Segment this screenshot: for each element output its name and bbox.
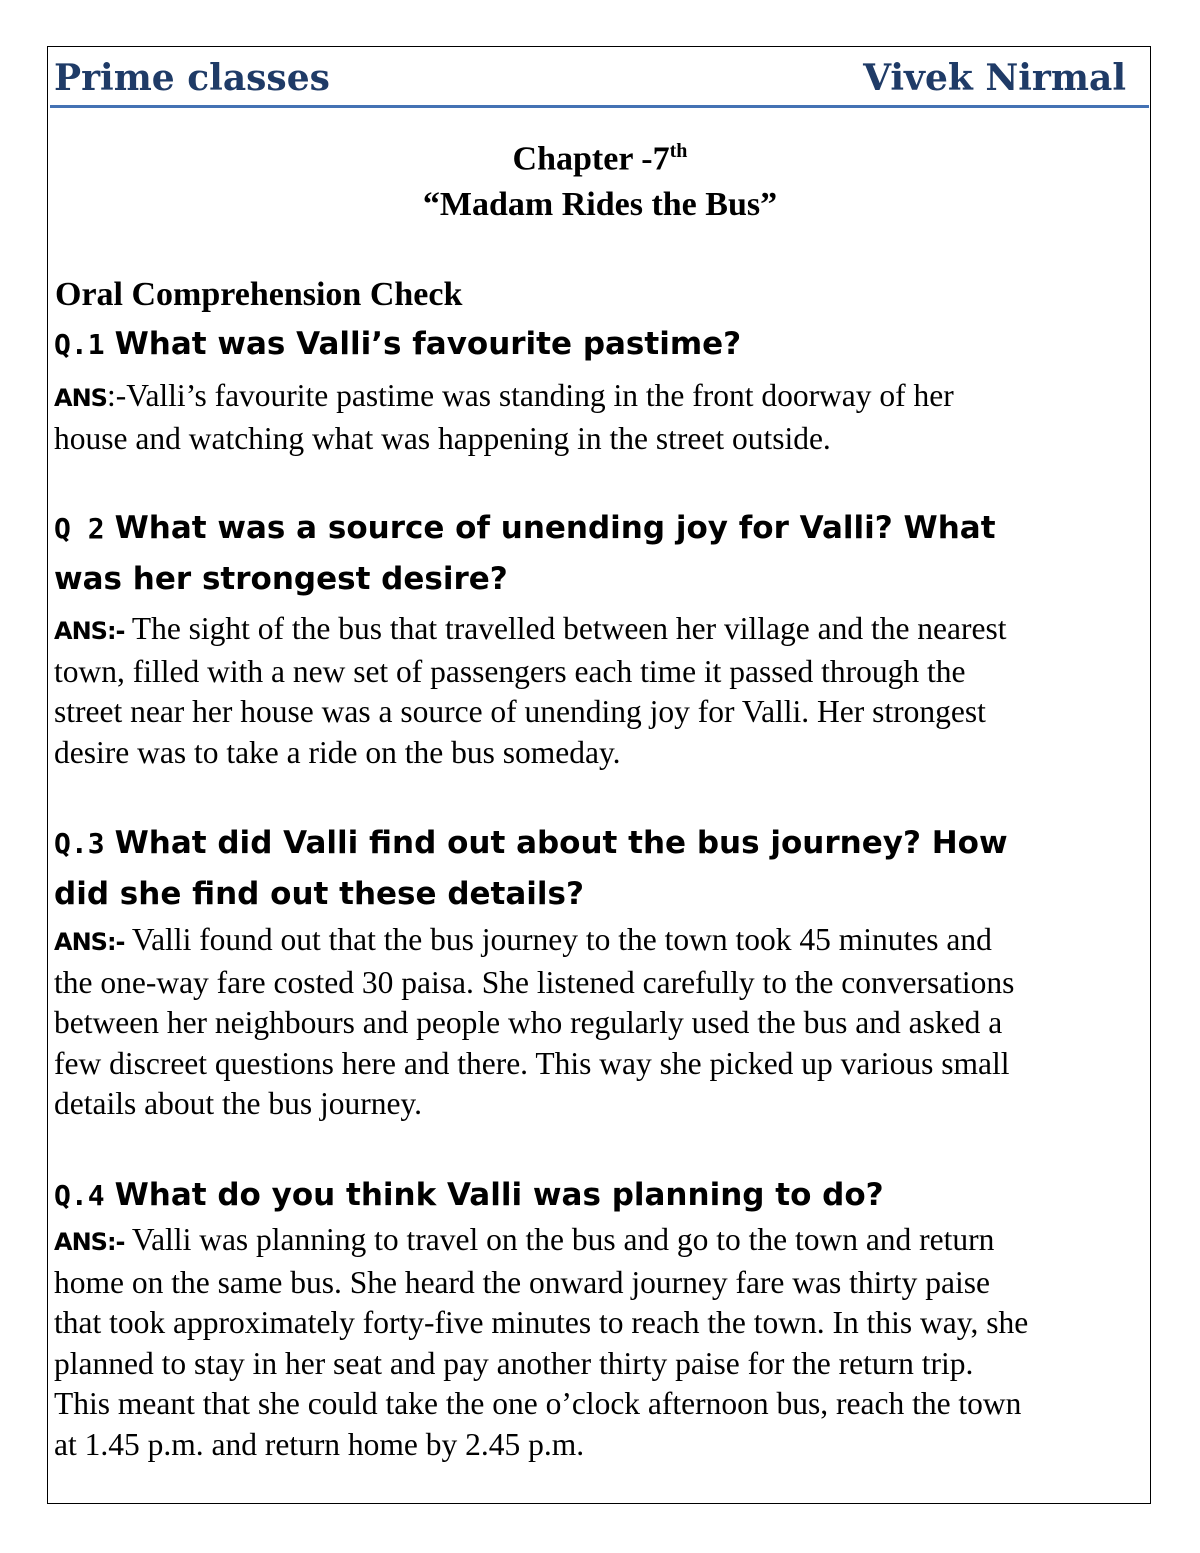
question-number: Q.4 [54, 1179, 105, 1212]
chapter-label: Chapter -7 [512, 140, 670, 178]
answer-line: street near her house was a source of unending joy for Valli. Her strongest [54, 694, 986, 729]
answer-line [54, 1220, 1149, 1263]
ans-label: ANS:- [54, 617, 125, 645]
question-text: What was Valli’s favourite pastime? [114, 326, 742, 362]
chapter-suffix: th [669, 140, 688, 162]
question-2 [54, 503, 1144, 604]
question-text: What did Valli find out about the bus journey? How [114, 825, 1008, 861]
answer-1 [54, 376, 1149, 459]
ans-label: ANS [54, 384, 107, 412]
question-4 [54, 1170, 1144, 1221]
question-1 [54, 319, 1144, 370]
answer-line: This meant that she could take the one o’clock afternoon bus, reach the town [54, 1386, 1022, 1421]
question-number: Q.3 [54, 827, 105, 860]
answer-line: the one-way fare costed 30 paisa. She listened carefully to the conversations [54, 964, 1015, 1000]
answer-line: at 1.45 p.m. and return home by 2.45 p.m. [54, 1426, 585, 1462]
question-line: was her strongest desire? [54, 561, 508, 597]
answer-line: that took approximately forty-five minutes to reach the town. In this way, she [54, 1305, 1029, 1340]
question-number: Q 2 [54, 512, 105, 545]
section-title: Oral Comprehension Check [55, 276, 463, 313]
answer-3 [54, 920, 1149, 1125]
question-text: What do you think Valli was planning to do? [114, 1177, 884, 1213]
question-line [54, 503, 1144, 554]
question-text: What was a source of unending joy for Valli? What [114, 510, 996, 546]
header-right-text: Vivek Nirmal [863, 57, 1126, 99]
answer-text: Valli was planning to travel on the bus and go to the town and return [124, 1222, 995, 1257]
answer-line: few discreet questions here and there. This way she picked up various small [54, 1045, 1010, 1081]
ans-label: ANS:- [54, 928, 125, 956]
answer-2 [54, 609, 1149, 773]
header-rule [50, 105, 1149, 108]
header-left-text: Prime classes [54, 57, 330, 99]
answer-text: The sight of the bus that travelled between her village and the nearest [124, 611, 1007, 646]
page-header [54, 56, 1126, 100]
answer-4 [54, 1220, 1149, 1465]
ans-label: ANS:- [54, 1228, 125, 1256]
answer-line: home on the same bus. She heard the onward journey fare was thirty paise [54, 1264, 990, 1300]
question-line: did she find out these details? [54, 876, 584, 912]
answer-line: desire was to take a ride on the bus someday. [54, 734, 621, 770]
answer-line: house and watching what was happening in the street outside. [54, 420, 831, 456]
answer-line [54, 920, 1149, 963]
answer-line: town, filled with a new set of passengers each time it passed through the [54, 653, 966, 689]
answer-line [54, 376, 1149, 419]
answer-text: :-Valli’s favourite pastime was standing in the front doorway of her [106, 378, 954, 413]
answer-text: Valli found out that the bus journey to the town took 45 minutes and [124, 922, 992, 957]
chapter-heading [0, 140, 1200, 178]
answer-line: planned to stay in her seat and pay another thirty paise for the return trip. [54, 1345, 974, 1381]
question-number: Q.1 [54, 328, 105, 361]
chapter-title: “Madam Rides the Bus” [422, 186, 778, 223]
answer-line: between her neighbours and people who regularly used the bus and asked a [54, 1005, 1003, 1040]
question-line [54, 818, 1144, 869]
answer-line: details about the bus journey. [54, 1086, 423, 1121]
answer-line [54, 609, 1149, 652]
question-3 [54, 818, 1144, 919]
